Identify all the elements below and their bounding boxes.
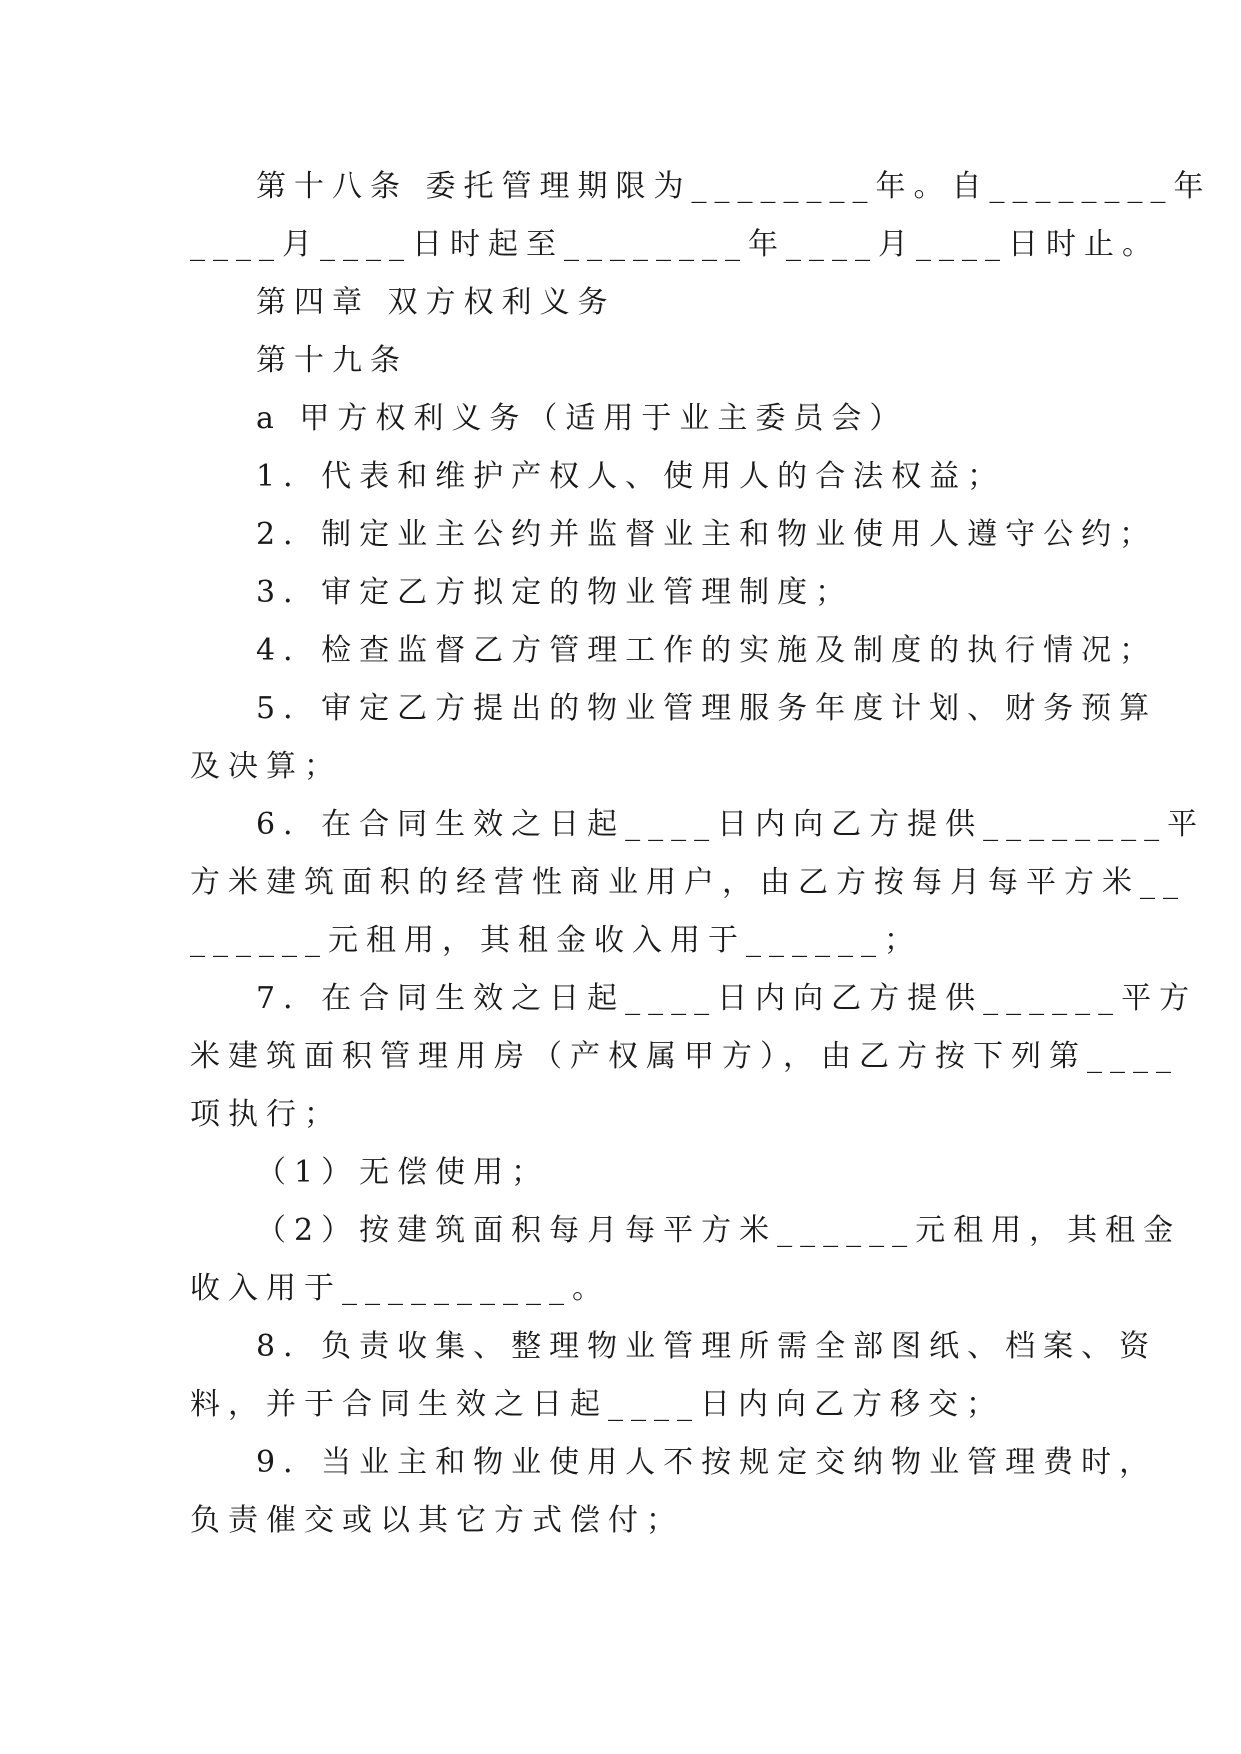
text-line: 4．检查监督乙方管理工作的实施及制度的执行情况； (256, 633, 1158, 668)
text-line: 9．当业主和物业使用人不按规定交纳物业管理费时， (256, 1445, 1158, 1480)
text-line: ______元租用，其租金收入用于______； (190, 923, 922, 958)
text-line: 7．在合同生效之日起____日内向乙方提供______平方 (256, 981, 1198, 1016)
section-heading: a 甲方权利义务（适用于业主委员会） (256, 401, 908, 436)
text-line: 米建筑面积管理用房（产权属甲方），由乙方按下列第____ (190, 1039, 1179, 1074)
text-line: 第十八条 委托管理期限为________年。自________年 (256, 169, 1212, 204)
text-line: 料，并于合同生效之日起____日内向乙方移交； (190, 1387, 1004, 1422)
text-line: 5．审定乙方提出的物业管理服务年度计划、财务预算 (256, 691, 1158, 726)
contract-text (190, 158, 1212, 1550)
text-line: 6．在合同生效之日起____日内向乙方提供________平 (256, 807, 1206, 842)
text-line: 2．制定业主公约并监督业主和物业使用人遵守公约； (256, 517, 1158, 552)
text-line: 1．代表和维护产权人、使用人的合法权益； (256, 459, 1006, 494)
text-line: 项执行； (190, 1097, 342, 1132)
article-heading: 第十九条 (256, 343, 408, 378)
text-line: 方米建筑面积的经营性商业用户，由乙方按每月每平方米__ (190, 865, 1186, 900)
text-line: （1）无偿使用； (256, 1155, 550, 1190)
text-line: （2）按建筑面积每月每平方米______元租用，其租金 (256, 1213, 1182, 1248)
text-line: 收入用于__________。 (190, 1271, 610, 1306)
text-line: 负责催交或以其它方式偿付； (190, 1503, 684, 1538)
text-line: ____月____日时起至________年____月____日时止。 (190, 227, 1160, 262)
text-line: 3．审定乙方拟定的物业管理制度； (256, 575, 854, 610)
text-line: 8．负责收集、整理物业管理所需全部图纸、档案、资 (256, 1329, 1158, 1364)
text-line: 及决算； (190, 749, 342, 784)
chapter-heading: 第四章 双方权利义务 (256, 285, 616, 320)
